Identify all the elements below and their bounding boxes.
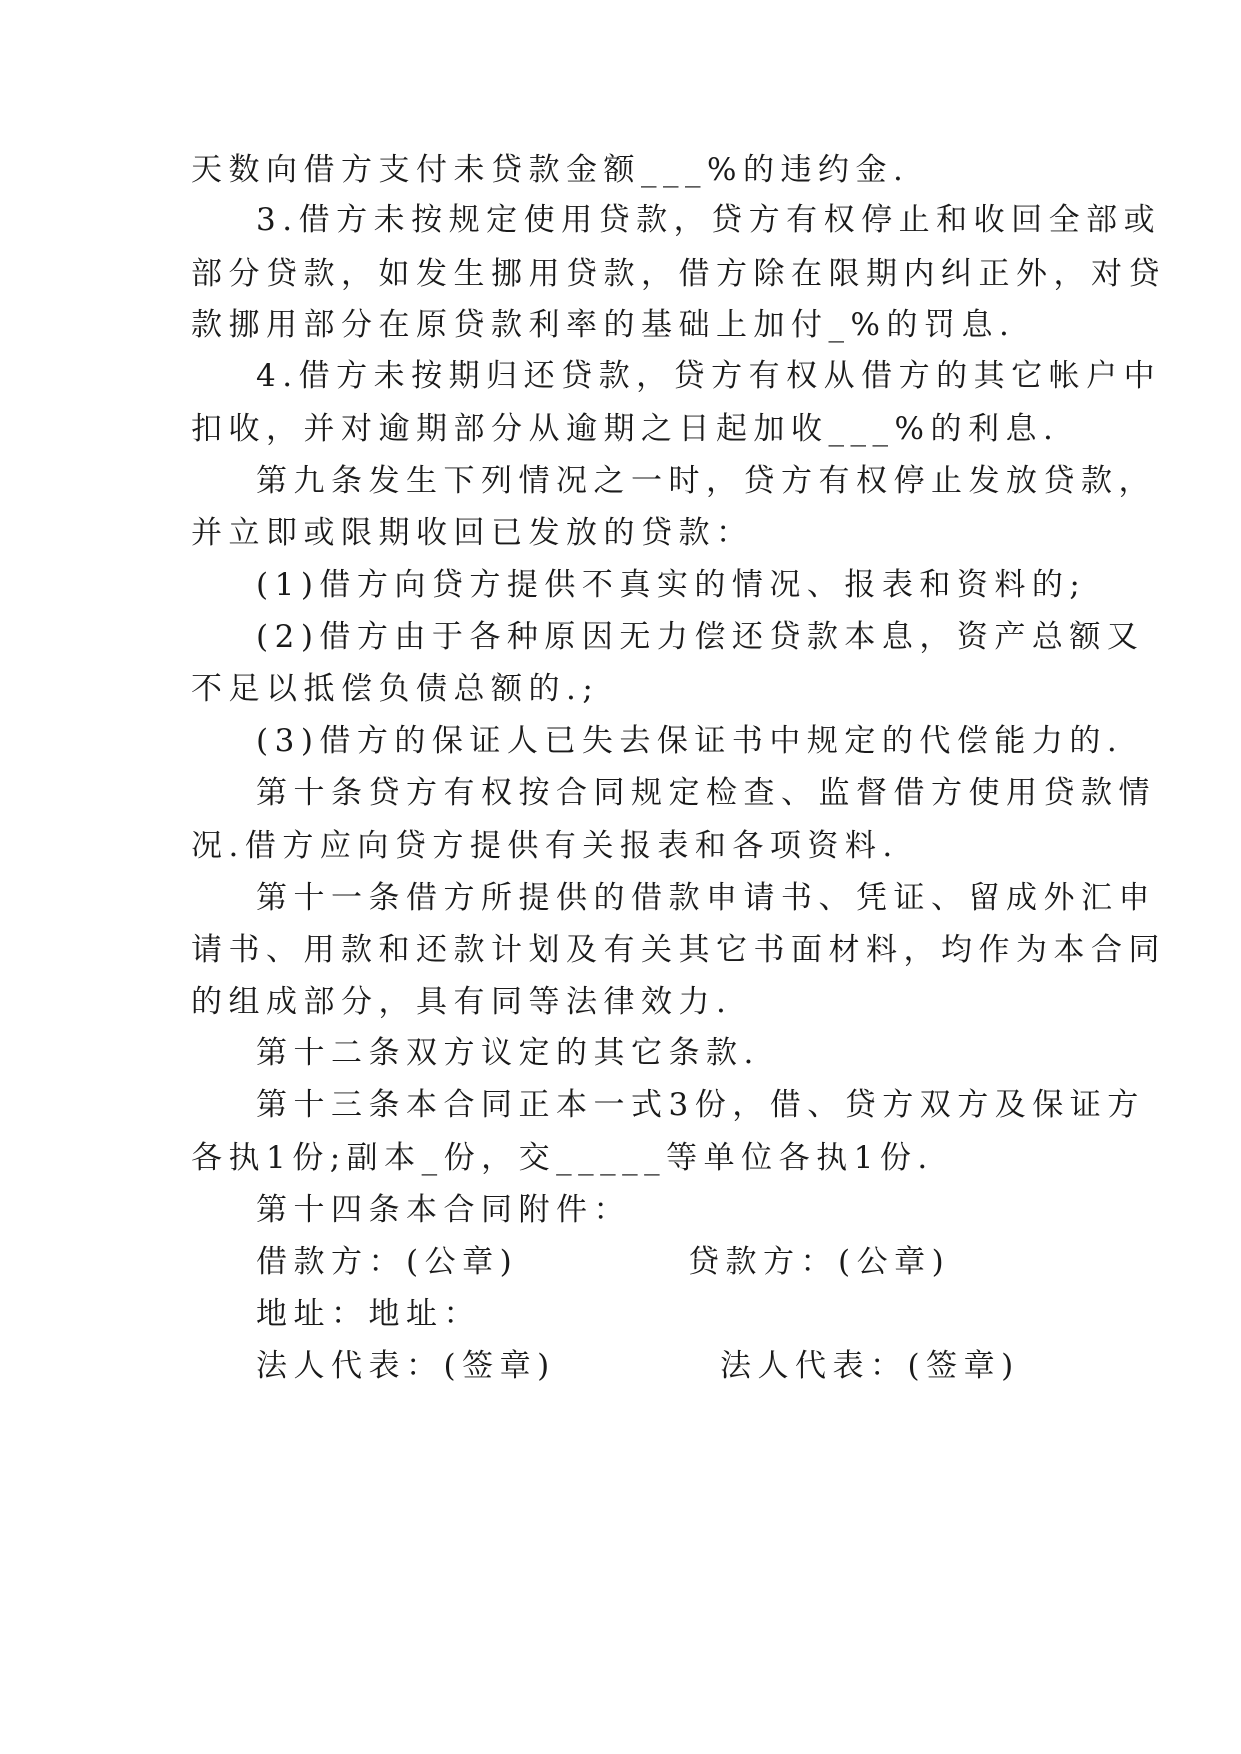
paragraph-line: 并立即或限期收回已发放的贷款： <box>191 515 754 551</box>
paragraph-line: 各执1份;副本_份，交_____等单位各执1份. <box>191 1140 934 1176</box>
paragraph-line: 3.借方未按规定使用贷款，贷方有权停止和收回全部或 <box>256 202 1162 238</box>
paragraph-line: 第十一条借方所提供的借款申请书、凭证、留成外汇申 <box>256 880 1156 916</box>
borrower-representative-label: 法人代表：(签章) <box>256 1348 556 1384</box>
paragraph-line: 第十三条本合同正本一式3份，借、贷方双方及保证方 <box>256 1087 1145 1123</box>
paragraph-line: 第十二条双方议定的其它条款. <box>256 1035 760 1071</box>
paragraph-line: 天数向借方支付未贷款金额___%的违约金. <box>191 152 910 188</box>
lender-representative-label: 法人代表：(签章) <box>720 1348 1020 1384</box>
paragraph-line: 款挪用部分在原贷款利率的基础上加付_%的罚息. <box>191 307 1016 343</box>
paragraph-line: 第十四条本合同附件： <box>256 1192 631 1228</box>
paragraph-line: 请书、用款和还款计划及有关其它书面材料，均作为本合同 <box>191 932 1166 968</box>
paragraph-line: (3)借方的保证人已失去保证书中规定的代偿能力的. <box>256 723 1124 759</box>
paragraph-line: 第十条贷方有权按合同规定检查、监督借方使用贷款情 <box>256 775 1156 811</box>
paragraph-line: 况.借方应向贷方提供有关报表和各项资料. <box>191 828 899 864</box>
paragraph-line: 不足以抵偿负债总额的.; <box>191 671 600 707</box>
paragraph-line: 4.借方未按期归还贷款，贷方有权从借方的其它帐户中 <box>256 358 1162 394</box>
paragraph-line: 扣收，并对逾期部分从逾期之日起加收___%的利息. <box>191 411 1060 447</box>
paragraph-line: 部分贷款，如发生挪用贷款，借方除在限期内纠正外，对贷 <box>191 256 1166 292</box>
paragraph-line: (1)借方向贷方提供不真实的情况、报表和资料的; <box>256 567 1087 603</box>
borrower-seal-label: 借款方：(公章) <box>256 1244 519 1280</box>
address-label: 地址：地址： <box>256 1296 481 1332</box>
paragraph-line: (2)借方由于各种原因无力偿还贷款本息，资产总额又 <box>256 619 1145 655</box>
lender-seal-label: 贷款方：(公章) <box>688 1244 951 1280</box>
paragraph-line: 第九条发生下列情况之一时，贷方有权停止发放贷款， <box>256 463 1156 499</box>
paragraph-line: 的组成部分，具有同等法律效力. <box>191 984 733 1020</box>
